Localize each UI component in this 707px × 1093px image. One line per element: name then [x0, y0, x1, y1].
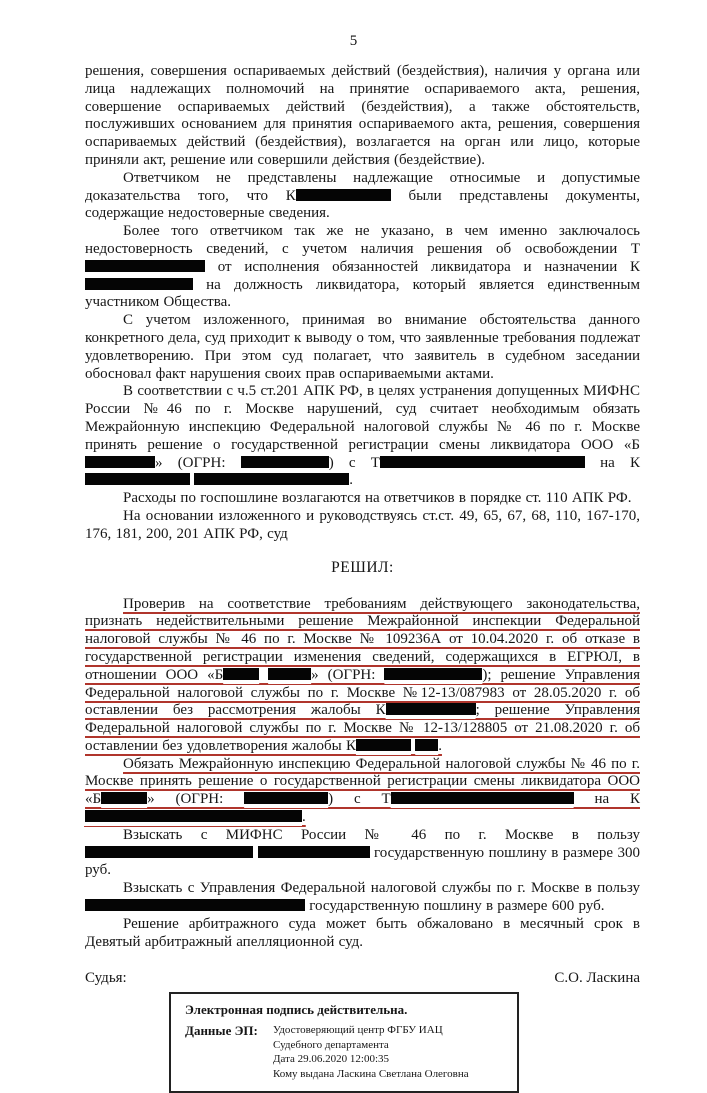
- resolution-paragraph: Обязать Межрайонную инспекцию Федеральной налоговой службы № 46 по г. Москве принять решение о государственной регистрации смены ликвидатора ООО «Б » (ОГРН: ) с Т на К.: [85, 755, 640, 826]
- document-content: [85, 63, 640, 1093]
- signature-detail-line: Дата 29.06.2020 12:00:35: [273, 1053, 390, 1066]
- redaction-bar: [194, 473, 349, 485]
- judge-label: Судья:: [85, 970, 127, 987]
- redaction-bar: [241, 456, 329, 468]
- judge-name: С.О. Ласкина: [554, 970, 640, 987]
- signature-data-row: [185, 1023, 507, 1081]
- signature-valid-text: Электронная подпись действительна.: [185, 1002, 408, 1018]
- redaction-bar: [85, 473, 190, 485]
- signature-detail-line: Кому выдана Ласкина Светлана Олеговна: [273, 1067, 469, 1080]
- paragraph: В соответствии с ч.5 ст.201 АПК РФ, в целях устранения допущенных МИФНС России №46 по г. Москве нарушений, суд считает необходимым обязать Межрайонную инспекцию Федеральной налоговой службы № 46 по г. Москве принять решение о государственной регистрации смены ликвидатора ООО «Б» (ОГРН: ) с Т на К .: [85, 383, 640, 489]
- paragraph: С учетом изложенного, принимая во внимание обстоятельства данного конкретного дела, суд приходит к выводу о том, что заявленные требования подлежат удовлетворению. При этом суд полагает, что заявитель в судебном заседании обосновал факт нарушения своих прав оспариваемыми актами.: [85, 312, 640, 382]
- paragraph: Решение арбитражного суда может быть обжаловано в месячный срок в Девятый арбитражный апелляционной суд.: [85, 915, 640, 950]
- redaction-bar: [296, 189, 391, 201]
- redaction-bar: [85, 846, 253, 858]
- paragraph: Расходы по госпошлине возлагаются на ответчиков в порядке ст. 110 АПК РФ.: [123, 490, 632, 507]
- redaction-bar: [356, 739, 411, 751]
- redaction-bar: [415, 739, 438, 751]
- redaction-bar: [391, 792, 574, 804]
- redaction-bar: [258, 846, 370, 858]
- signature-details: [273, 1023, 483, 1081]
- paragraph: Взыскать с МИФНС России № 46 по г. Москве в пользу государственную пошлину в размере 300 руб.: [85, 826, 641, 879]
- redaction-bar: [223, 668, 259, 680]
- paragraph: На основании изложенного и руководствуясь ст.ст. 49, 65, 67, 68, 110, 167-170, 176, 181, 200, 201 АПК РФ, суд: [85, 507, 640, 542]
- paragraph: Взыскать с Управления Федеральной налоговой службы по г. Москве в пользу государственную пошлину в размере 600 руб.: [85, 880, 640, 916]
- page-number: 5: [349, 33, 358, 49]
- redaction-bar: [384, 668, 482, 680]
- resolution-heading: РЕШИЛ:: [331, 558, 394, 576]
- redaction-bar: [268, 668, 311, 680]
- redaction-bar: [244, 792, 328, 804]
- redaction-bar: [85, 456, 155, 468]
- signature-detail-line: Удостоверяющий центр ФГБУ ИАЦ Судебного департамента: [273, 1024, 443, 1051]
- paragraph: Ответчиком не представлены надлежащие относимые и допустимые доказательства того, что К были представлены документы, содержащие недостоверные сведения.: [85, 169, 640, 222]
- resolution-paragraph: Проверив на соответствие требованиям действующего законодательства, признать недействительными решение Межрайонной инспекции Федеральной налоговой службы № 46 по г. Москве № 109236А от 10.04.2020 г. об отказе в государственной регистрации изменения сведений, содержащихся в ЕГРЮЛ, в отношении ООО «Б » (ОГРН: ); решение Управления Федеральной налоговой службы по г. Москве №12-13/087983 от 28.05.2020 г. об оставлении без рассмотрения жалобы К ; решение Управления Федеральной налоговой службы по г. Москве № 12-13/128805 от 21.08.2020 г. об оставлении без удовлетворения жалобы К .: [85, 595, 640, 754]
- document-body: [85, 63, 640, 951]
- redaction-bar: [85, 899, 305, 911]
- redaction-bar: [85, 810, 302, 822]
- redaction-bar: [85, 260, 205, 272]
- redaction-bar: [380, 456, 585, 468]
- paragraph: решения, совершения оспариваемых действий (бездействия), наличия у органа или лица надлежащих полномочий на принятие оспариваемого акта, решения, совершение оспариваемых действий (бездействия), а также обстоятельств, послуживших основанием для принятия оспариваемого акта, решения, совершения оспариваемых действий (бездействия), возлагается на орган или лицо, которые приняли акт, решение или совершили действия (бездействие).: [85, 63, 640, 168]
- redaction-bar: [386, 703, 476, 715]
- redaction-bar: [85, 278, 193, 290]
- judge-row: [85, 970, 640, 987]
- redaction-bar: [101, 792, 147, 804]
- signature-box: [169, 992, 519, 1093]
- paragraph: Более того ответчиком так же не указано, в чем именно заключалось недостоверность сведений, с учетом наличия решения об освобождении Т от исполнения обязанностей ликвидатора и назначении К на должность ликвидатора, который является единственным участником Общества.: [85, 223, 640, 311]
- signature-data-label: Данные ЭП:: [185, 1023, 258, 1039]
